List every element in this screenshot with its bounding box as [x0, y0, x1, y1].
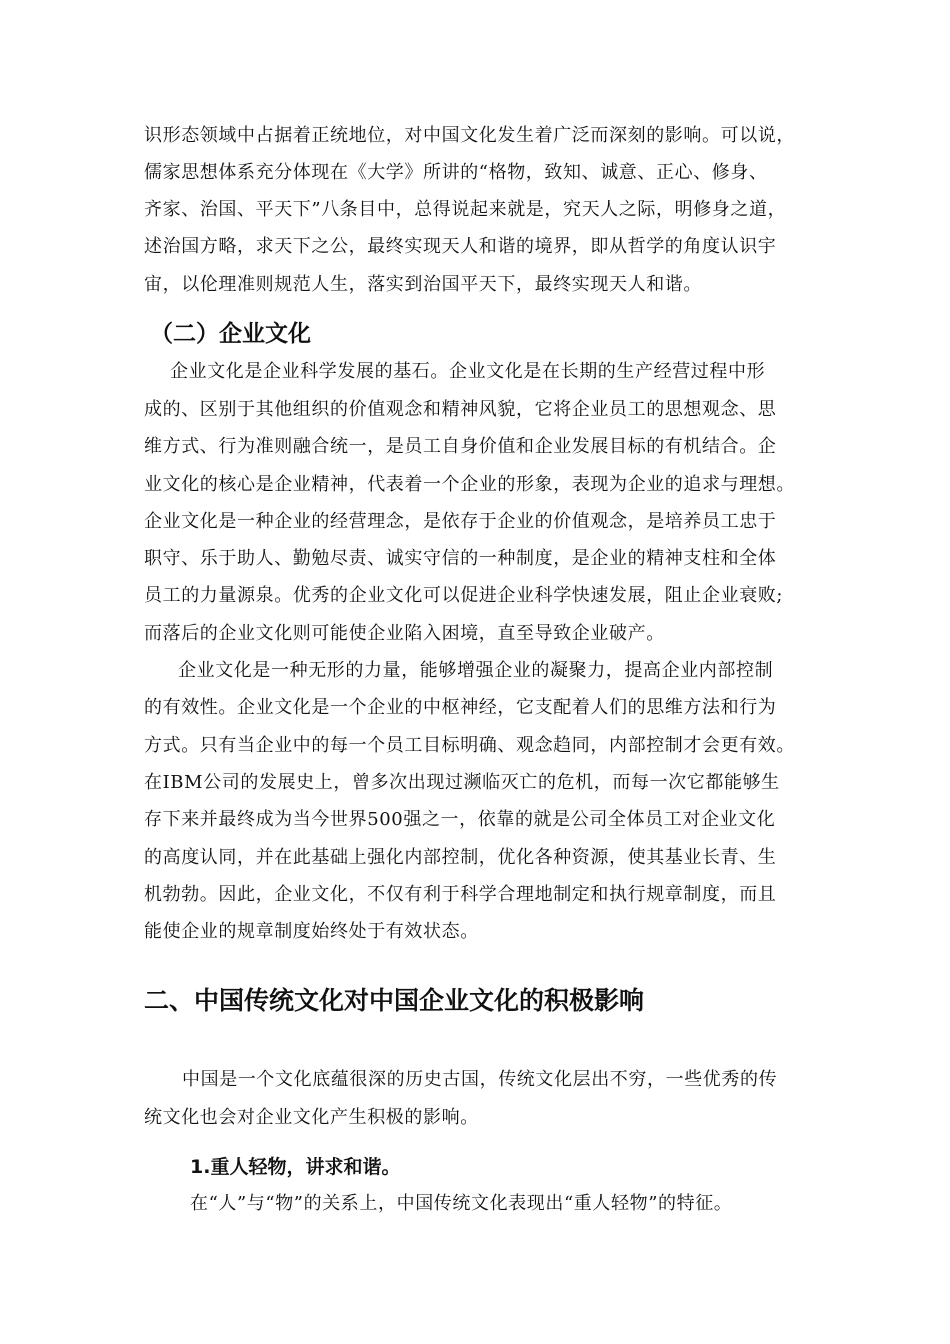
- body-text-line: 成的、区别于其他组织的价值观念和精神风貌，它将企业员工的思想观念、思: [144, 399, 777, 420]
- body-text-line: 的有效性。企业文化是一个企业的中枢神经，它支配着人们的思维方法和行为: [144, 697, 777, 718]
- body-text-line: 企业文化是一种企业的经营理念，是依存于企业的价值观念，是培养员工忠于: [144, 511, 777, 532]
- body-text-line: 而落后的企业文化则可能使企业陷入困境，直至导致企业破产。: [144, 623, 665, 644]
- body-text-line: 存下来并最终成为当今世界500强之一，依靠的就是公司全体员工对企业文化: [144, 809, 776, 830]
- body-text-line: 维方式、行为准则融合统一，是员工自身价值和企业发展目标的有机结合。企: [144, 436, 777, 457]
- body-text-line: 职守、乐于助人、勤勉尽责、诚实守信的一种制度，是企业的精神支柱和全体: [144, 548, 777, 569]
- body-text-line: 业文化的核心是企业精神，代表着一个企业的形象，表现为企业的追求与理想。: [144, 474, 795, 495]
- subsection-heading: 1.重人轻物，讲求和谐。: [190, 1156, 401, 1178]
- body-text-line: 员工的力量源泉。优秀的企业文化可以促进企业科学快速发展，阻止企业衰败;: [144, 585, 784, 606]
- body-text-line: 在“人”与“物”的关系上，中国传统文化表现出“重人轻物”的特征。: [190, 1193, 733, 1214]
- body-text-line: 齐家、治国、平天下”八条目中，总得说起来就是，究天人之际，明修身之道，: [144, 199, 787, 220]
- chapter-heading: 二、中国传统文化对中国企业文化的积极影响: [144, 986, 645, 1015]
- body-text-line: 能使企业的规章制度始终处于有效状态。: [144, 921, 479, 942]
- body-text-line: 统文化也会对企业文化产生积极的影响。: [144, 1107, 479, 1128]
- body-text-line: 述治国方略，求天下之公，最终实现天人和谐的境界，即从哲学的角度认识宇: [144, 236, 777, 257]
- body-text-line: 儒家思想体系充分体现在《大学》所讲的“格物，致知、诚意、正心、修身、: [144, 162, 768, 183]
- body-text-line: 的高度认同，并在此基础上强化内部控制，优化各种资源，使其基业长青、生: [144, 847, 777, 868]
- body-text-line: 机勃勃。因此，企业文化，不仅有利于科学合理地制定和执行规章制度，而且: [144, 884, 777, 905]
- body-text-line: 宙，以伦理准则规范人生，落实到治国平天下，最终实现天人和谐。: [144, 274, 702, 295]
- body-text-line: 方式。只有当企业中的每一个员工目标明确、观念趋同，内部控制才会更有效。: [144, 735, 795, 756]
- body-text-line: 在IBM公司的发展史上，曾多次出现过濒临灭亡的危机，而每一次它都能够生: [144, 772, 780, 793]
- body-text-line: 企业文化是一种无形的力量，能够增强企业的凝聚力，提高企业内部控制: [178, 660, 774, 681]
- body-text-line: 企业文化是企业科学发展的基石。企业文化是在长期的生产经营过程中形: [170, 361, 766, 382]
- body-text-line: 识形态领域中占据着正统地位，对中国文化发生着广泛而深刻的影响。可以说，: [144, 125, 795, 146]
- body-text-line: 中国是一个文化底蕴很深的历史古国，传统文化层出不穷，一些优秀的传: [182, 1069, 778, 1090]
- section-heading: （二）企业文化: [150, 321, 311, 347]
